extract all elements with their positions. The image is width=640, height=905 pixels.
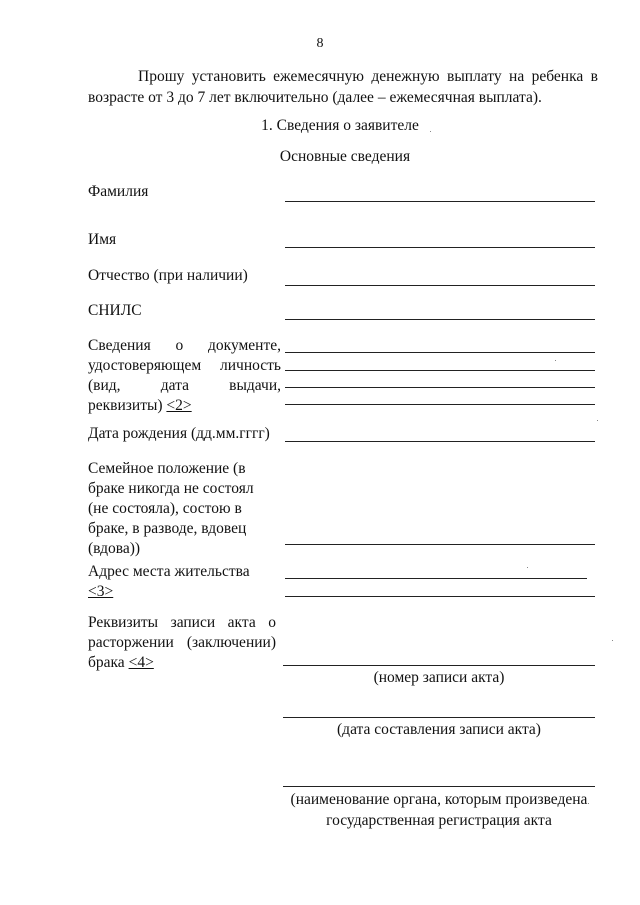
identity-document-field-2[interactable] bbox=[285, 370, 595, 371]
identity-document-field-4[interactable] bbox=[285, 404, 595, 405]
record-number-field[interactable] bbox=[283, 665, 595, 666]
snils-label: СНИЛС bbox=[88, 302, 142, 319]
residence-address-label bbox=[88, 562, 263, 602]
marital-status-field[interactable] bbox=[285, 544, 595, 545]
marriage-record-ref[interactable]: <4> bbox=[128, 654, 154, 671]
identity-document-text: Сведения о документе, удостоверяющем личность (вид, дата выдачи, реквизиты) bbox=[88, 337, 281, 414]
scan-speck bbox=[588, 803, 589, 804]
patronymic-field[interactable] bbox=[285, 285, 595, 286]
marriage-record-label bbox=[88, 613, 276, 673]
section-title: 1. Сведения о заявителе bbox=[261, 117, 419, 134]
birth-date-label: Дата рождения (дд.мм.гггг) bbox=[88, 425, 270, 442]
name-field[interactable] bbox=[285, 247, 595, 248]
residence-address-ref[interactable]: <3> bbox=[88, 583, 114, 600]
surname-label: Фамилия bbox=[88, 183, 149, 200]
page-number: 8 bbox=[316, 36, 324, 51]
surname-field[interactable] bbox=[285, 201, 595, 202]
registration-body-field[interactable] bbox=[283, 786, 595, 787]
scan-speck bbox=[430, 131, 431, 132]
identity-document-field-3[interactable] bbox=[285, 387, 595, 388]
scan-speck bbox=[597, 420, 598, 421]
residence-address-text: Адрес места жительства bbox=[88, 563, 250, 580]
record-date-field[interactable] bbox=[283, 717, 595, 718]
birth-date-field[interactable] bbox=[285, 441, 595, 442]
identity-document-field-1[interactable] bbox=[285, 352, 595, 353]
registration-body-caption: (наименование органа, которым произведена государственная регистрация акта bbox=[290, 791, 588, 829]
identity-document-ref[interactable]: <2> bbox=[166, 397, 192, 414]
record-date-caption: (дата составления записи акта) bbox=[337, 721, 541, 738]
name-label: Имя bbox=[88, 231, 117, 248]
record-number-caption: (номер записи акта) bbox=[373, 669, 505, 686]
snils-field[interactable] bbox=[285, 319, 595, 320]
scan-speck bbox=[527, 567, 528, 568]
scan-speck bbox=[555, 360, 556, 361]
intro-paragraph: Прошу установить ежемесячную денежную выплату на ребенка в возрасте от 3 до 7 лет включительно (далее – ежемесячная выплата). bbox=[88, 68, 598, 106]
scan-speck bbox=[612, 640, 613, 641]
patronymic-label: Отчество (при наличии) bbox=[88, 267, 248, 284]
residence-address-field-2[interactable] bbox=[285, 596, 595, 597]
identity-document-label bbox=[88, 336, 281, 416]
subsection-title: Основные сведения bbox=[279, 148, 411, 165]
residence-address-field-1[interactable] bbox=[285, 578, 587, 579]
marital-status-label: Семейное положение (в браке никогда не состоял (не состояла), состою в браке, в разводе, вдовец (вдова)) bbox=[88, 460, 254, 557]
marriage-record-text: Реквизиты записи акта о расторжении (заключении) брака bbox=[88, 614, 276, 671]
